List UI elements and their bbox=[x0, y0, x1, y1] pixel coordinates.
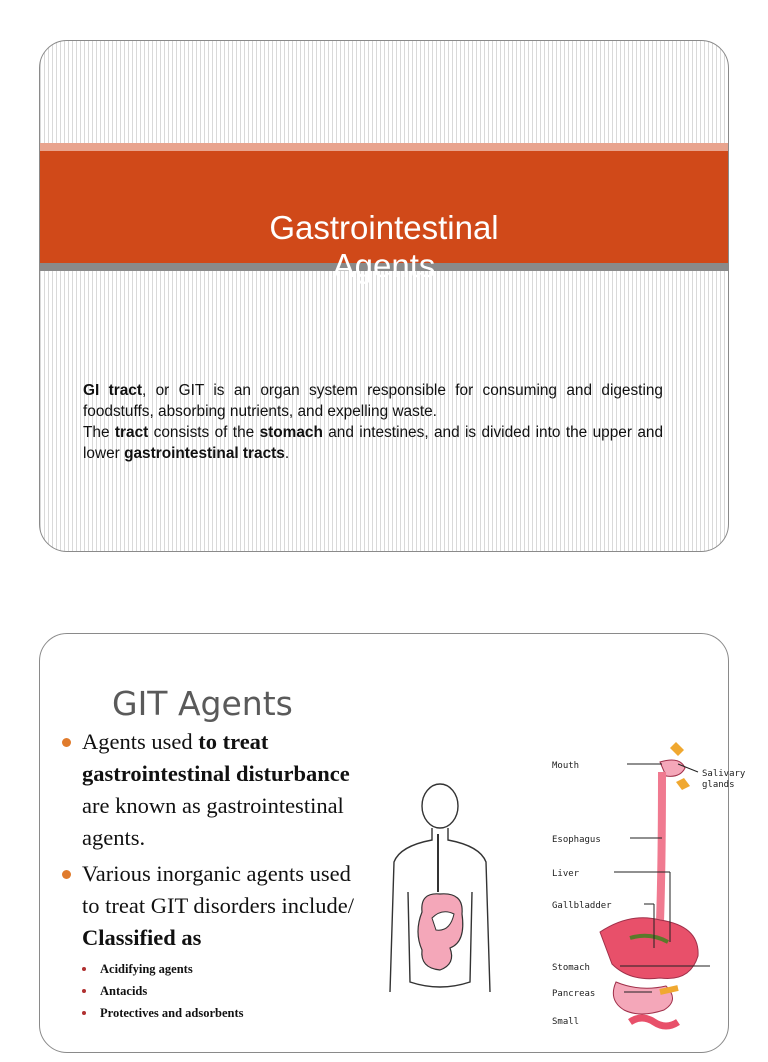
text-run: Various inorganic agents used to treat GIT disorders include/ bbox=[82, 861, 355, 918]
label-pancreas: Pancreas bbox=[552, 989, 596, 999]
bullet-text bbox=[82, 861, 354, 950]
label-stomach: Stomach bbox=[552, 963, 590, 973]
bold-text-run: tract bbox=[114, 424, 149, 441]
text-run: The bbox=[83, 424, 115, 441]
digestive-tract-icon bbox=[600, 742, 698, 1026]
sub-bullet-dot-icon bbox=[82, 1011, 86, 1015]
title-line-2: Agents bbox=[332, 247, 436, 284]
bold-text-run: to treat gastrointestinal disturbance bbox=[82, 729, 350, 786]
label-salivary-glands-1: Salivary bbox=[702, 769, 746, 779]
digestive-system-illustration bbox=[380, 742, 746, 1062]
sub-bullet-item bbox=[60, 980, 360, 1002]
label-small-intestine: Small bbox=[552, 1017, 580, 1027]
intro-paragraph-1 bbox=[83, 380, 663, 422]
slide-heading: GIT Agents bbox=[112, 684, 293, 723]
slide-title bbox=[39, 40, 729, 552]
label-liver: Liver bbox=[552, 869, 580, 879]
label-gallbladder: Gallbladder bbox=[552, 901, 612, 911]
text-run: , or GIT is an organ system responsible for consuming and digesting foodstuffs, absorbing nutrients, and expelling waste. bbox=[83, 382, 663, 420]
text-run: . bbox=[284, 445, 290, 462]
slide-title-text bbox=[40, 209, 728, 285]
text-run: consists of the bbox=[148, 424, 260, 441]
intro-text bbox=[83, 380, 663, 464]
text-run: Agents used bbox=[82, 729, 199, 754]
sub-bullet-text: Antacids bbox=[100, 984, 148, 998]
intro-paragraph-2 bbox=[83, 422, 663, 464]
bullet-item bbox=[60, 726, 360, 854]
bullet-dot-icon bbox=[62, 738, 71, 747]
label-mouth: Mouth bbox=[552, 761, 580, 771]
bold-text-run: GI tract bbox=[83, 382, 142, 399]
bold-text-run: Classified as bbox=[82, 925, 202, 950]
sub-bullet-text: Protectives and adsorbents bbox=[100, 1006, 244, 1020]
label-salivary-glands-2: glands bbox=[702, 780, 735, 790]
sub-bullet-item bbox=[60, 1002, 360, 1024]
bullet-item bbox=[60, 858, 360, 954]
bold-text-run: gastrointestinal tracts bbox=[124, 445, 285, 462]
title-band-top-stripe bbox=[40, 143, 728, 151]
sub-bullet-dot-icon bbox=[82, 989, 86, 993]
bold-text-run: stomach bbox=[259, 424, 323, 441]
bullet-text bbox=[82, 729, 350, 850]
text-run: are known as gastrointestinal agents. bbox=[82, 793, 344, 850]
label-esophagus: Esophagus bbox=[552, 835, 601, 845]
sub-bullet-text: Acidifying agents bbox=[100, 962, 193, 976]
title-line-1: Gastrointestinal bbox=[269, 209, 499, 246]
body-organs-icon bbox=[418, 834, 463, 970]
text-run: and intestines, and is divided into the upper and lower bbox=[83, 424, 664, 462]
bullet-dot-icon bbox=[62, 870, 71, 879]
slide-git-agents bbox=[39, 633, 746, 1053]
sub-bullet-item bbox=[60, 958, 360, 980]
sub-bullet-dot-icon bbox=[82, 967, 86, 971]
bullet-list bbox=[60, 726, 360, 1024]
